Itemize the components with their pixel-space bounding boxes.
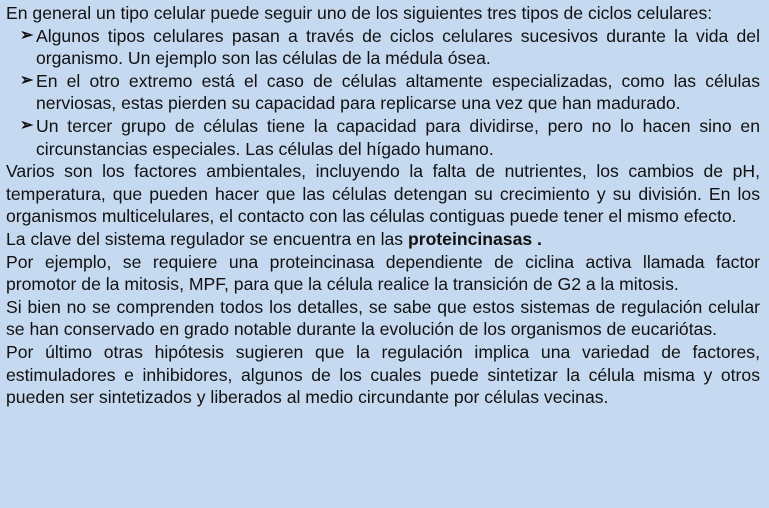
clave-text: La clave del sistema regulador se encuentra en las xyxy=(6,228,408,249)
factores-paragraph: Varios son los factores ambientales, incluyendo la falta de nutrientes, los cambios de pH, temperatura, que pueden hacer que las células detengan su crecimiento y su división. En los organismos multicelulares, el contacto con las células contiguas puede tener el mismo efecto. xyxy=(6,161,760,227)
ejemplo-paragraph: Por ejemplo, se requiere una proteincinasa dependiente de ciclina activa llamada factor promotor de la mitosis, MPF, para que la célula realice la transición de G2 a la mitosis. xyxy=(6,251,760,295)
detalles-paragraph: Si bien no se comprenden todos los detalles, se sabe que estos sistemas de regulación celular se han conservado en grado notable durante la evolución de los organismos de eucariótas. xyxy=(6,296,760,340)
arrow-bullet-icon: ➢ xyxy=(20,26,34,44)
bullet-item-1 xyxy=(6,25,760,70)
bullet-text-3: Un tercer grupo de células tiene la capacidad para dividirse, pero no lo hacen sino en circunstancias especiales. Las células del hígado humano. xyxy=(36,115,760,159)
bullet-text-1: Algunos tipos celulares pasan a través de ciclos celulares sucesivos durante la vida del organismo. Un ejemplo son las células de la médula ósea. xyxy=(36,25,760,69)
arrow-bullet-icon: ➢ xyxy=(20,71,34,89)
bullet-item-3 xyxy=(6,115,760,160)
intro-paragraph: En general un tipo celular puede seguir uno de los siguientes tres tipos de ciclos celulares: xyxy=(6,3,713,23)
hipotesis-paragraph: Por último otras hipótesis sugieren que la regulación implica una variedad de factores, estimuladores e inhibidores, algunos de los cuales puede sintetizar la célula misma y otros pueden ser sintetizados y liberados al medio circundante por células vecinas. xyxy=(6,341,760,408)
clave-bold-term: proteincinasas . xyxy=(407,228,542,249)
clave-paragraph xyxy=(6,228,760,251)
bullet-text-2: En el otro extremo está el caso de células altamente especializadas, como las células nerviosas, estas pierden su capacidad para replicarse una vez que han madurado. xyxy=(36,70,760,114)
arrow-bullet-icon: ➢ xyxy=(20,116,34,134)
bullet-item-2 xyxy=(6,70,760,115)
